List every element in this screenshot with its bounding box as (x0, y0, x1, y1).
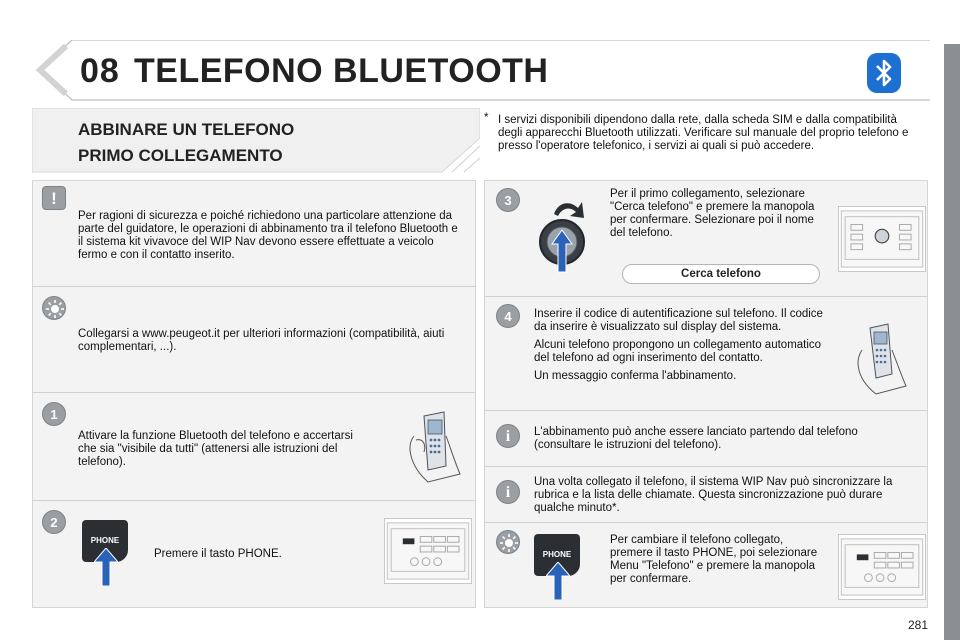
radio-unit-illustration (384, 518, 472, 584)
step-3-badge: 3 (496, 188, 520, 212)
search-phone-menu-item[interactable]: Cerca telefono (622, 264, 820, 284)
chapter-number: 08 (80, 52, 120, 90)
separator (32, 286, 476, 287)
tip-badge (42, 296, 66, 320)
step-2-text: Premere il tasto PHONE. (154, 548, 282, 560)
step-2-badge: 2 (42, 510, 66, 534)
step-1-badge: 1 (42, 402, 66, 426)
phone-hand-illustration (384, 396, 474, 490)
arrow-up-icon (94, 548, 118, 586)
footnote-marker: * (484, 112, 489, 124)
step-4-paragraph: Alcuni telefono propongono un collegamento automatico del telefono ad ogni inserimento del contatto. (534, 339, 822, 364)
arrow-up-icon (546, 562, 570, 600)
info-1-text: L'abbinamento può anche essere lanciato partendo dal telefono (consultare le istruzioni del telefono). (534, 426, 858, 451)
sun-icon (497, 531, 521, 555)
tip-2-text: Per cambiare il telefono collegato, premere il tasto PHONE, poi selezionare Menu "Telefono" e premere la manopola per confermare. (610, 534, 818, 585)
warning-text: Per ragioni di sicurezza e poiché richiedono una particolare attenzione da parte del guidatore, le operazioni di abbinamento tra il telefono Bluetooth e il sistema kit vivavoce del WIP Nav devono essere effettuate a veicolo fermo e con il contatto inserito. (78, 210, 458, 261)
info-icon: i (496, 424, 520, 448)
step-4-badge: 4 (496, 304, 520, 328)
separator (32, 392, 476, 393)
radio-unit-illustration (838, 534, 926, 600)
phone-button-illustration: PHONE (534, 534, 580, 576)
separator (32, 500, 476, 501)
section-subtitle: PRIMO COLLEGAMENTO (78, 146, 283, 165)
separator (484, 522, 928, 523)
separator (484, 410, 928, 411)
footnote-text: I servizi disponibili dipendono dalla rete, dalla scheda SIM e dalla compatibilità degli apparecchi Bluetooth utilizzati. Verificare sul manuale del proprio telefono e presso l'operatore telefonico, i servizi ai quali si può accedere. (498, 114, 909, 152)
bluetooth-icon (866, 52, 902, 94)
separator (484, 296, 928, 297)
info-icon: i (496, 480, 520, 504)
page-number: 281 (908, 618, 929, 632)
step-1-text: Attivare la funzione Bluetooth del telefono e accertarsi che sia "visibile da tutti" (attenersi alle istruzioni del telefono). (78, 430, 353, 468)
step-4-text (534, 308, 824, 388)
tip-text: Collegarsi a www.peugeot.it per ulteriori informazioni (compatibilità, aiuti complementari, ...). (78, 328, 445, 353)
sun-icon (43, 297, 67, 321)
tip-badge (496, 530, 520, 554)
step-3-text: Per il primo collegamento, selezionare "Cerca telefono" e premere la manopola per confermare. Selezionare poi il nome del telefono. (610, 188, 815, 239)
section-title: ABBINARE UN TELEFONO (78, 120, 295, 139)
separator (484, 466, 928, 467)
step-4-paragraph: Inserire il codice di autentificazione sul telefono. Il codice da inserire è visualizzato sul display del sistema. (534, 308, 823, 333)
info-2-text: Una volta collegato il telefono, il sistema WIP Nav può sincronizzare la rubrica e la lista delle chiamate. Questa sincronizzazione può durare qualche minuto*. (534, 476, 893, 514)
warning-badge: ! (42, 186, 66, 210)
rotary-knob-illustration (530, 196, 594, 274)
page-edge-tab (944, 44, 960, 640)
phone-hand-illustration (840, 316, 924, 400)
step-4-paragraph: Un messaggio conferma l'abbinamento. (534, 370, 737, 382)
chapter-title: TELEFONO BLUETOOTH (134, 52, 549, 90)
radio-unit-illustration (838, 206, 926, 272)
phone-button-illustration: PHONE (82, 520, 128, 562)
